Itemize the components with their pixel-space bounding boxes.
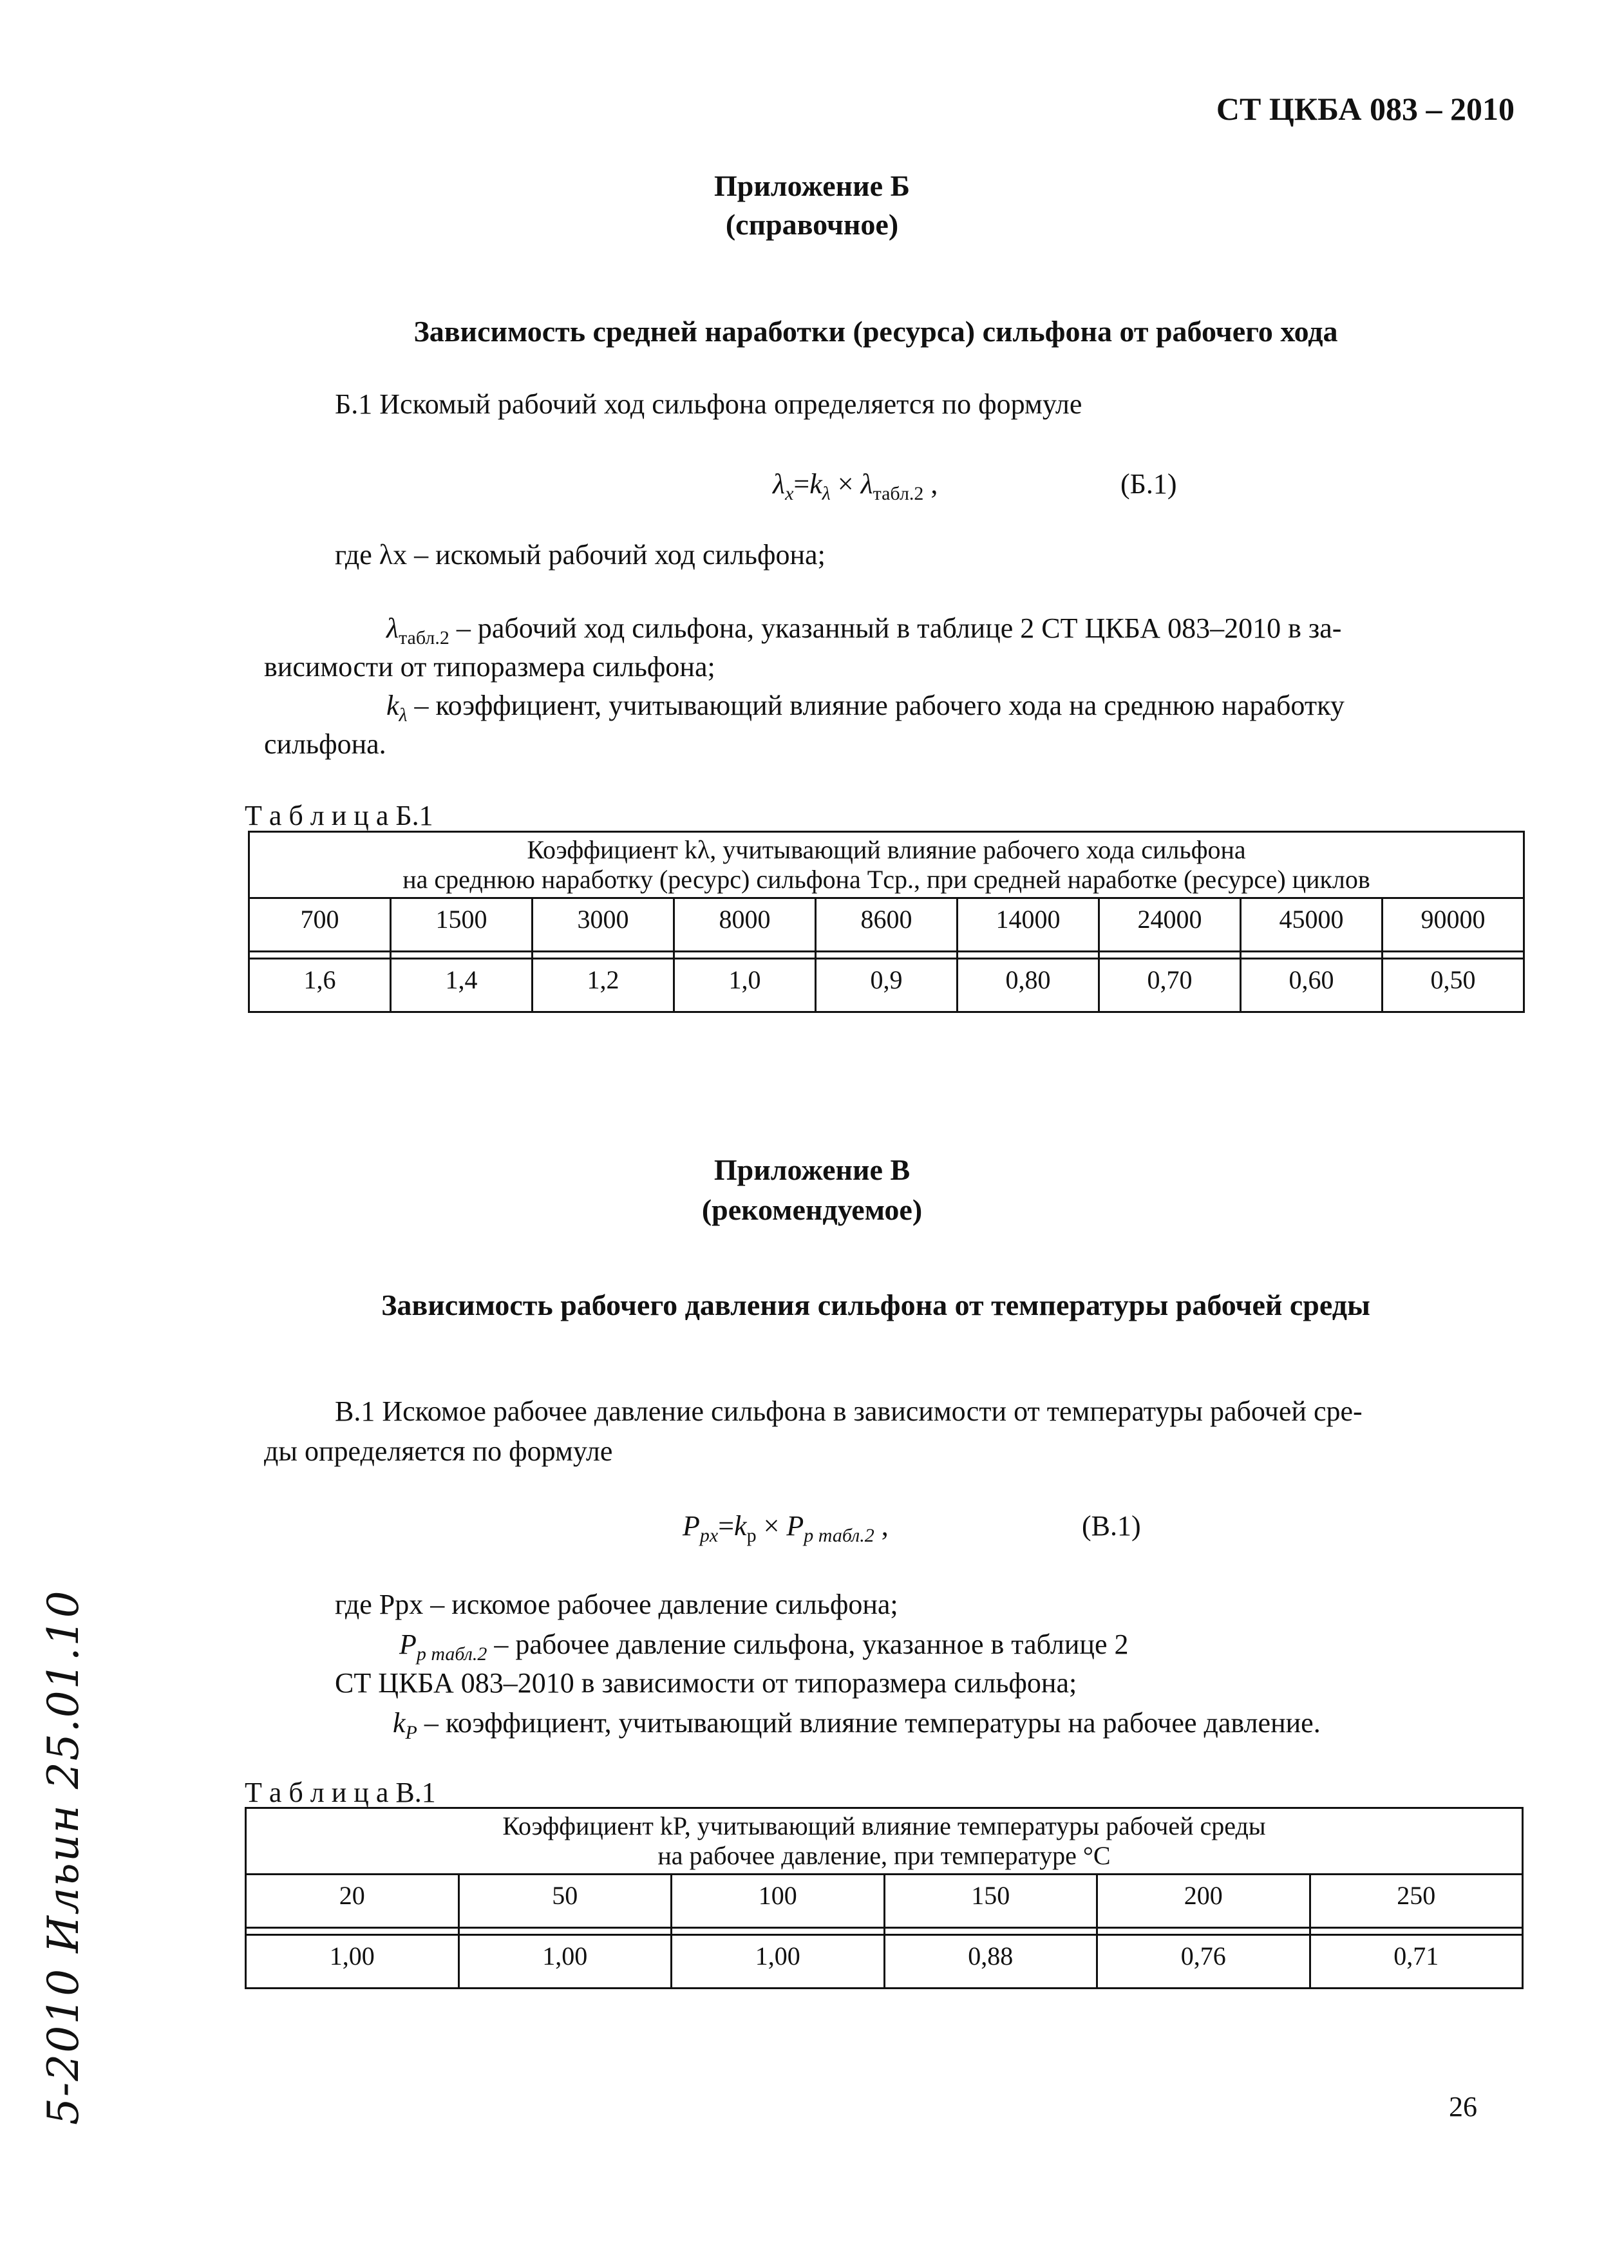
table-b1-cycle-cell: 8000 xyxy=(674,898,816,952)
appendix-v-intro-1: В.1 Искомое рабочее давление сильфона в зависимости от температуры рабочей сре- xyxy=(335,1395,1363,1427)
appendix-b-subtitle: (справочное) xyxy=(725,208,899,241)
table-b1-cycle-cell: 45000 xyxy=(1241,898,1383,952)
table-v1-temp-cell: 250 xyxy=(1310,1875,1523,1928)
table-v1-caption: Т а б л и ц а В.1 xyxy=(245,1777,436,1808)
table-b1-coef-cell: 0,9 xyxy=(816,959,958,1012)
appendix-b-def-3-cont: сильфона. xyxy=(264,728,386,760)
table-b1-cycle-cell: 8600 xyxy=(816,898,958,952)
table-v1-temp-cell: 150 xyxy=(884,1875,1097,1928)
table-b1-cycle-cell: 700 xyxy=(249,898,391,952)
appendix-b-intro: Б.1 Искомый рабочий ход сильфона определяется по формуле xyxy=(335,388,1082,420)
appendix-b-title: Приложение Б xyxy=(713,169,911,202)
page-number: 26 xyxy=(1449,2091,1477,2122)
table-b1 xyxy=(248,831,1525,1013)
handwritten-signature: 5-2010 Ильин 25.01.10 xyxy=(39,1589,88,2125)
table-v1 xyxy=(245,1807,1524,1989)
table-b1-coef-cell: 1,0 xyxy=(674,959,816,1012)
appendix-v-def-2-cont: СТ ЦКБА 083–2010 в зависимости от типоразмера сильфона; xyxy=(335,1667,1077,1699)
table-b1-coef-cell: 0,60 xyxy=(1241,959,1383,1012)
table-b1-coef-cell: 1,6 xyxy=(249,959,391,1012)
table-v1-coef-cell: 0,71 xyxy=(1310,1935,1523,1989)
table-v1-coef-cell: 0,76 xyxy=(1097,1935,1310,1989)
table-v1-header: Коэффициент kP, учитывающий влияние температуры рабочей среды на рабочее давление, при температуре °С xyxy=(246,1808,1523,1875)
table-v1-coef-cell: 1,00 xyxy=(672,1935,885,1989)
table-v1-coef-cell: 0,88 xyxy=(884,1935,1097,1989)
formula-b1-number: (Б.1) xyxy=(1120,468,1177,500)
table-b1-cycle-cell: 3000 xyxy=(533,898,674,952)
table-b1-coef-cell: 1,4 xyxy=(391,959,533,1012)
table-b1-cycle-cell: 1500 xyxy=(391,898,533,952)
table-b1-cycle-cell: 14000 xyxy=(958,898,1099,952)
appendix-b-where-1: где λx – искомый рабочий ход сильфона; xyxy=(335,539,826,571)
table-b1-coef-cell: 0,80 xyxy=(958,959,1099,1012)
formula-v1: $P_{px}=k_p \times P_{p табл.2}$ , xyxy=(683,1510,889,1546)
standard-code: СТ ЦКБА 083 – 2010 xyxy=(1216,91,1515,127)
table-b1-header: Коэффициент kλ, учитывающий влияние рабочего хода сильфона на среднюю наработку (ресурс) сильфона Tср., при средней наработке (ресурсе) циклов xyxy=(249,832,1524,898)
table-v1-coef-cell: 1,00 xyxy=(458,1935,672,1989)
appendix-v-def-3: $k_P$ – коэффициент, учитывающий влияние температуры на рабочее давление. xyxy=(393,1707,1321,1743)
appendix-b-def-2-cont: висимости от типоразмера сильфона; xyxy=(264,651,715,683)
table-b1-coef-cell: 0,50 xyxy=(1383,959,1524,1012)
formula-b1: $\lambda_x=k_\lambda \times \lambda_{табл.2}$ , xyxy=(773,468,938,504)
appendix-v-heading: Зависимость рабочего давления сильфона от температуры рабочей среды xyxy=(381,1289,1370,1321)
table-v1-temp-cell: 200 xyxy=(1097,1875,1310,1928)
table-v1-temp-cell: 50 xyxy=(458,1875,672,1928)
formula-v1-number: (В.1) xyxy=(1082,1510,1141,1542)
appendix-b-heading: Зависимость средней наработки (ресурса) сильфона от рабочего хода xyxy=(413,315,1338,348)
table-b1-coef-cell: 1,2 xyxy=(533,959,674,1012)
appendix-v-subtitle: (рекомендуемое) xyxy=(701,1193,923,1226)
table-v1-coef-cell: 1,00 xyxy=(246,1935,459,1989)
appendix-b-def-3: $k_\lambda$ – коэффициент, учитывающий влияние рабочего хода на среднюю наработку xyxy=(386,690,1345,726)
table-v1-temp-cell: 100 xyxy=(672,1875,885,1928)
appendix-v-def-2: $P_{p табл.2}$ – рабочее давление сильфона, указанное в таблице 2 xyxy=(399,1629,1129,1665)
table-b1-cycle-cell: 90000 xyxy=(1383,898,1524,952)
appendix-v-intro-2: ды определяется по формуле xyxy=(264,1435,613,1467)
table-b1-caption: Т а б л и ц а Б.1 xyxy=(245,800,433,831)
appendix-b-def-2: $\lambda_{табл.2}$ – рабочий ход сильфона, указанный в таблице 2 СТ ЦКБА 083–2010 в за- xyxy=(386,612,1342,648)
appendix-v-title: Приложение В xyxy=(713,1153,911,1186)
table-v1-temp-cell: 20 xyxy=(246,1875,459,1928)
table-b1-coef-cell: 0,70 xyxy=(1099,959,1241,1012)
table-b1-cycle-cell: 24000 xyxy=(1099,898,1241,952)
appendix-v-where-1: где Ppx – искомое рабочее давление сильфона; xyxy=(335,1589,898,1620)
